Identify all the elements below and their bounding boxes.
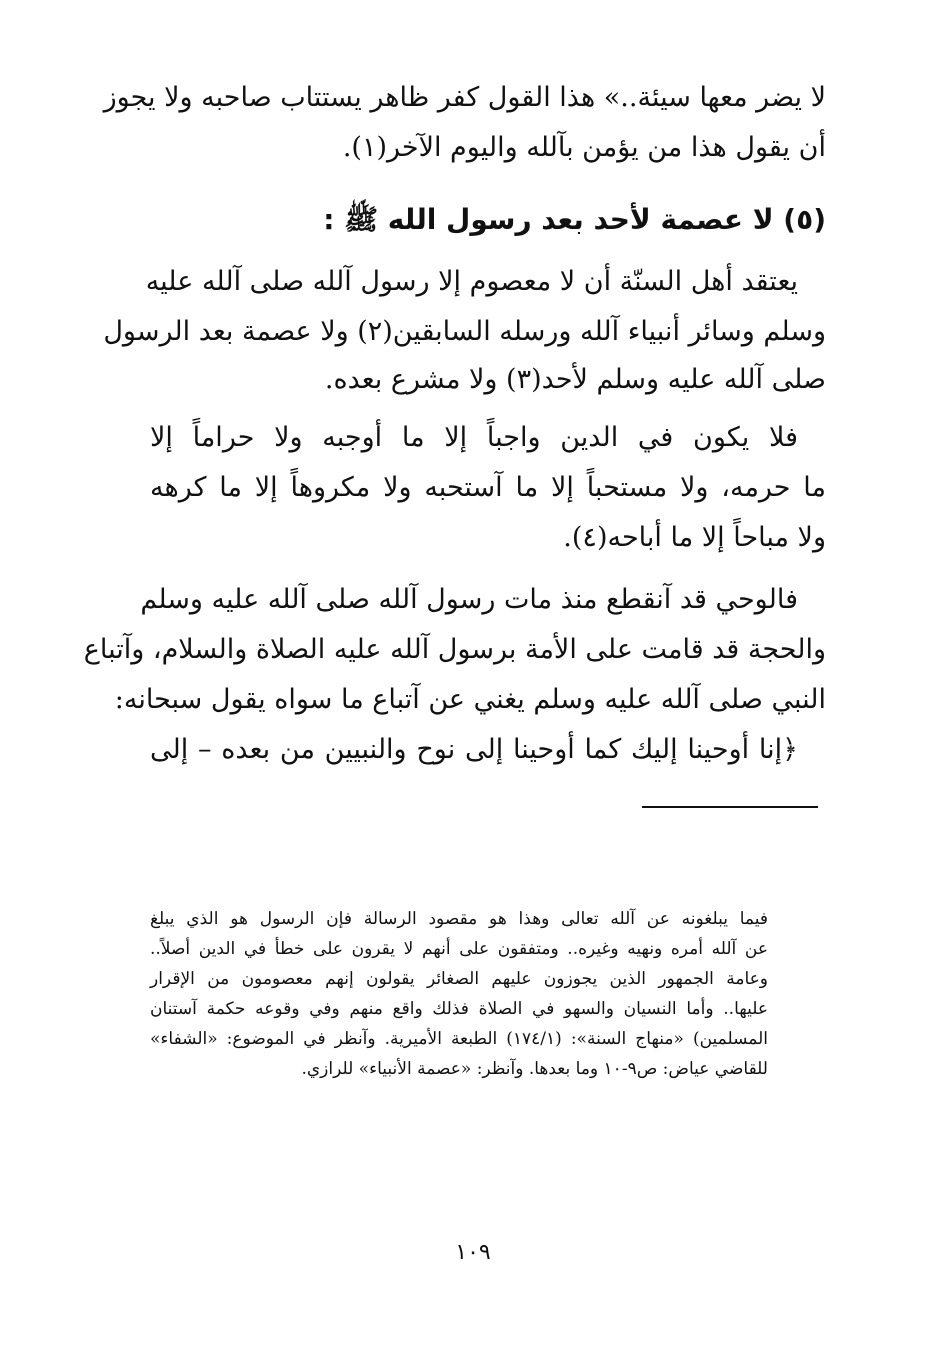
body-line: النبي صلى آلله عليه وسلم يغني عن آتباع ما سواه يقول سبحانه: xyxy=(114,684,826,715)
body-line: صلى آلله عليه وسلم لأحد(٣) ولا مشرع بعده. xyxy=(324,364,826,395)
footnote-line: عليها.. وأما النسيان والسهو في الصلاة فذلك واقع منهم وفي وقوعه حكمة آستنان xyxy=(150,999,768,1019)
body-line: فالوحي قد آنقطع منذ مات رسول آلله صلى آلله عليه وسلم xyxy=(140,584,798,615)
body-line: أن يقول هذا من يؤمن بآلله واليوم الآخر(١). xyxy=(342,132,826,163)
section-heading: (٥) لا عصمة لأحد بعد رسول الله ﷺ : xyxy=(323,203,826,236)
page-number: ١٠٩ xyxy=(455,1240,491,1265)
footnote-line: فيما يبلغونه عن آلله تعالى وهذا هو مقصود الرسالة فإن الرسول هو الذي يبلغ xyxy=(150,909,768,929)
body-line: ما حرمه، ولا مستحباً إلا ما آستحبه ولا مكروهاً إلا ما كرهه xyxy=(150,472,826,503)
body-line: ﴿إنا أوحينا إليك كما أوحينا إلى نوح والنبيين من بعده – إلى xyxy=(150,734,798,765)
footnote-separator xyxy=(642,806,818,808)
body-line: وسلم وسائر أنبياء آلله ورسله السابقين(٢) ولا عصمة بعد الرسول xyxy=(103,316,826,347)
footnote-line: للقاضي عياض: ص٩-١٠ وما بعدها. وآنظر: «عصمة الأنبياء» للرازي. xyxy=(301,1059,768,1079)
body-line: يعتقد أهل السنّة أن لا معصوم إلا رسول آلله صلى آلله عليه xyxy=(145,266,798,297)
body-line: فلا يكون في الدين واجباً إلا ما أوجبه ولا حراماً إلا xyxy=(150,422,798,453)
body-line: ولا مباحاً إلا ما أباحه(٤). xyxy=(563,522,826,553)
footnote-line: وعامة الجمهور الذين يجوزون عليهم الصغائر يقولون إنهم معصومون من الإقرار xyxy=(150,969,768,989)
footnote-line: المسلمين) «منهاج السنة»: (١٧٤/١) الطبعة الأميرية. وآنظر في الموضوع: «الشفاء» xyxy=(150,1029,769,1049)
footnote-line: عن آلله أمره ونهيه وغيره.. ومتفقون على أنهم لا يقرون على خطأ في الدين أصلاً.. xyxy=(150,939,768,959)
body-line: لا يضر معها سيئة..» هذا القول كفر ظاهر يستتاب صاحبه ولا يجوز xyxy=(103,82,826,113)
body-line: والحجة قد قامت على الأمة برسول آلله عليه الصلاة والسلام، وآتباع xyxy=(83,634,826,665)
